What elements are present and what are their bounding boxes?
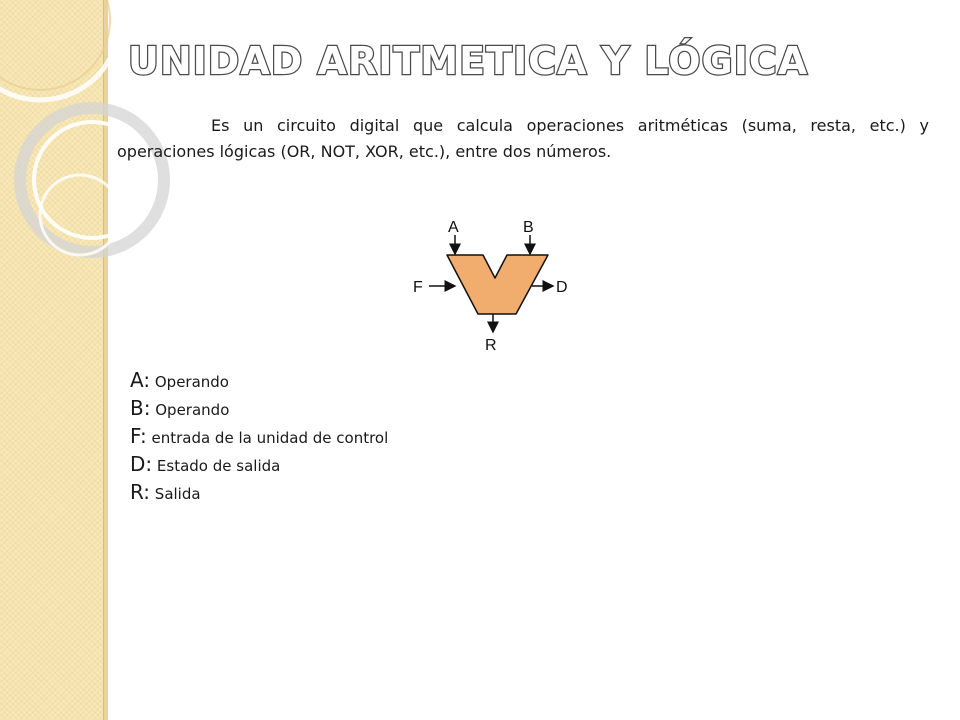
legend-key: A xyxy=(130,368,144,392)
label-r: R xyxy=(485,337,497,354)
alu-diagram xyxy=(405,210,585,360)
legend-item xyxy=(130,394,388,422)
legend-key: B xyxy=(130,396,144,420)
label-f: F xyxy=(413,279,423,296)
label-b: B xyxy=(523,219,534,236)
legend-separator: : xyxy=(143,480,151,504)
legend-description: Operando xyxy=(150,401,230,419)
legend-item xyxy=(130,366,388,394)
legend-key: D xyxy=(130,452,146,476)
legend-description: Operando xyxy=(150,373,229,391)
legend-item xyxy=(130,478,388,506)
legend-separator: : xyxy=(143,368,151,392)
legend-item xyxy=(130,450,388,478)
legend-key: F xyxy=(130,424,140,448)
legend-description: entrada de la unidad de control xyxy=(146,429,389,447)
intro-paragraph: Es un circuito digital que calcula operaciones aritméticas (suma, resta, etc.) y operaciones lógicas (OR, NOT, XOR, etc.), entre dos números. xyxy=(117,116,929,161)
alu-shape xyxy=(447,255,548,314)
legend-description: Salida xyxy=(150,485,201,503)
ring-small xyxy=(40,175,120,255)
legend-separator: : xyxy=(145,452,153,476)
label-d: D xyxy=(556,279,568,296)
legend-separator: : xyxy=(139,424,147,448)
legend-description: Estado de salida xyxy=(152,457,281,475)
legend-separator: : xyxy=(143,396,151,420)
page-title xyxy=(100,34,860,94)
label-a: A xyxy=(448,219,459,236)
legend-list xyxy=(130,366,388,506)
page-title-text: UNIDAD ARITMETICA Y LÓGICA xyxy=(128,39,809,83)
legend-key: R xyxy=(130,480,144,504)
legend-item xyxy=(130,422,388,450)
